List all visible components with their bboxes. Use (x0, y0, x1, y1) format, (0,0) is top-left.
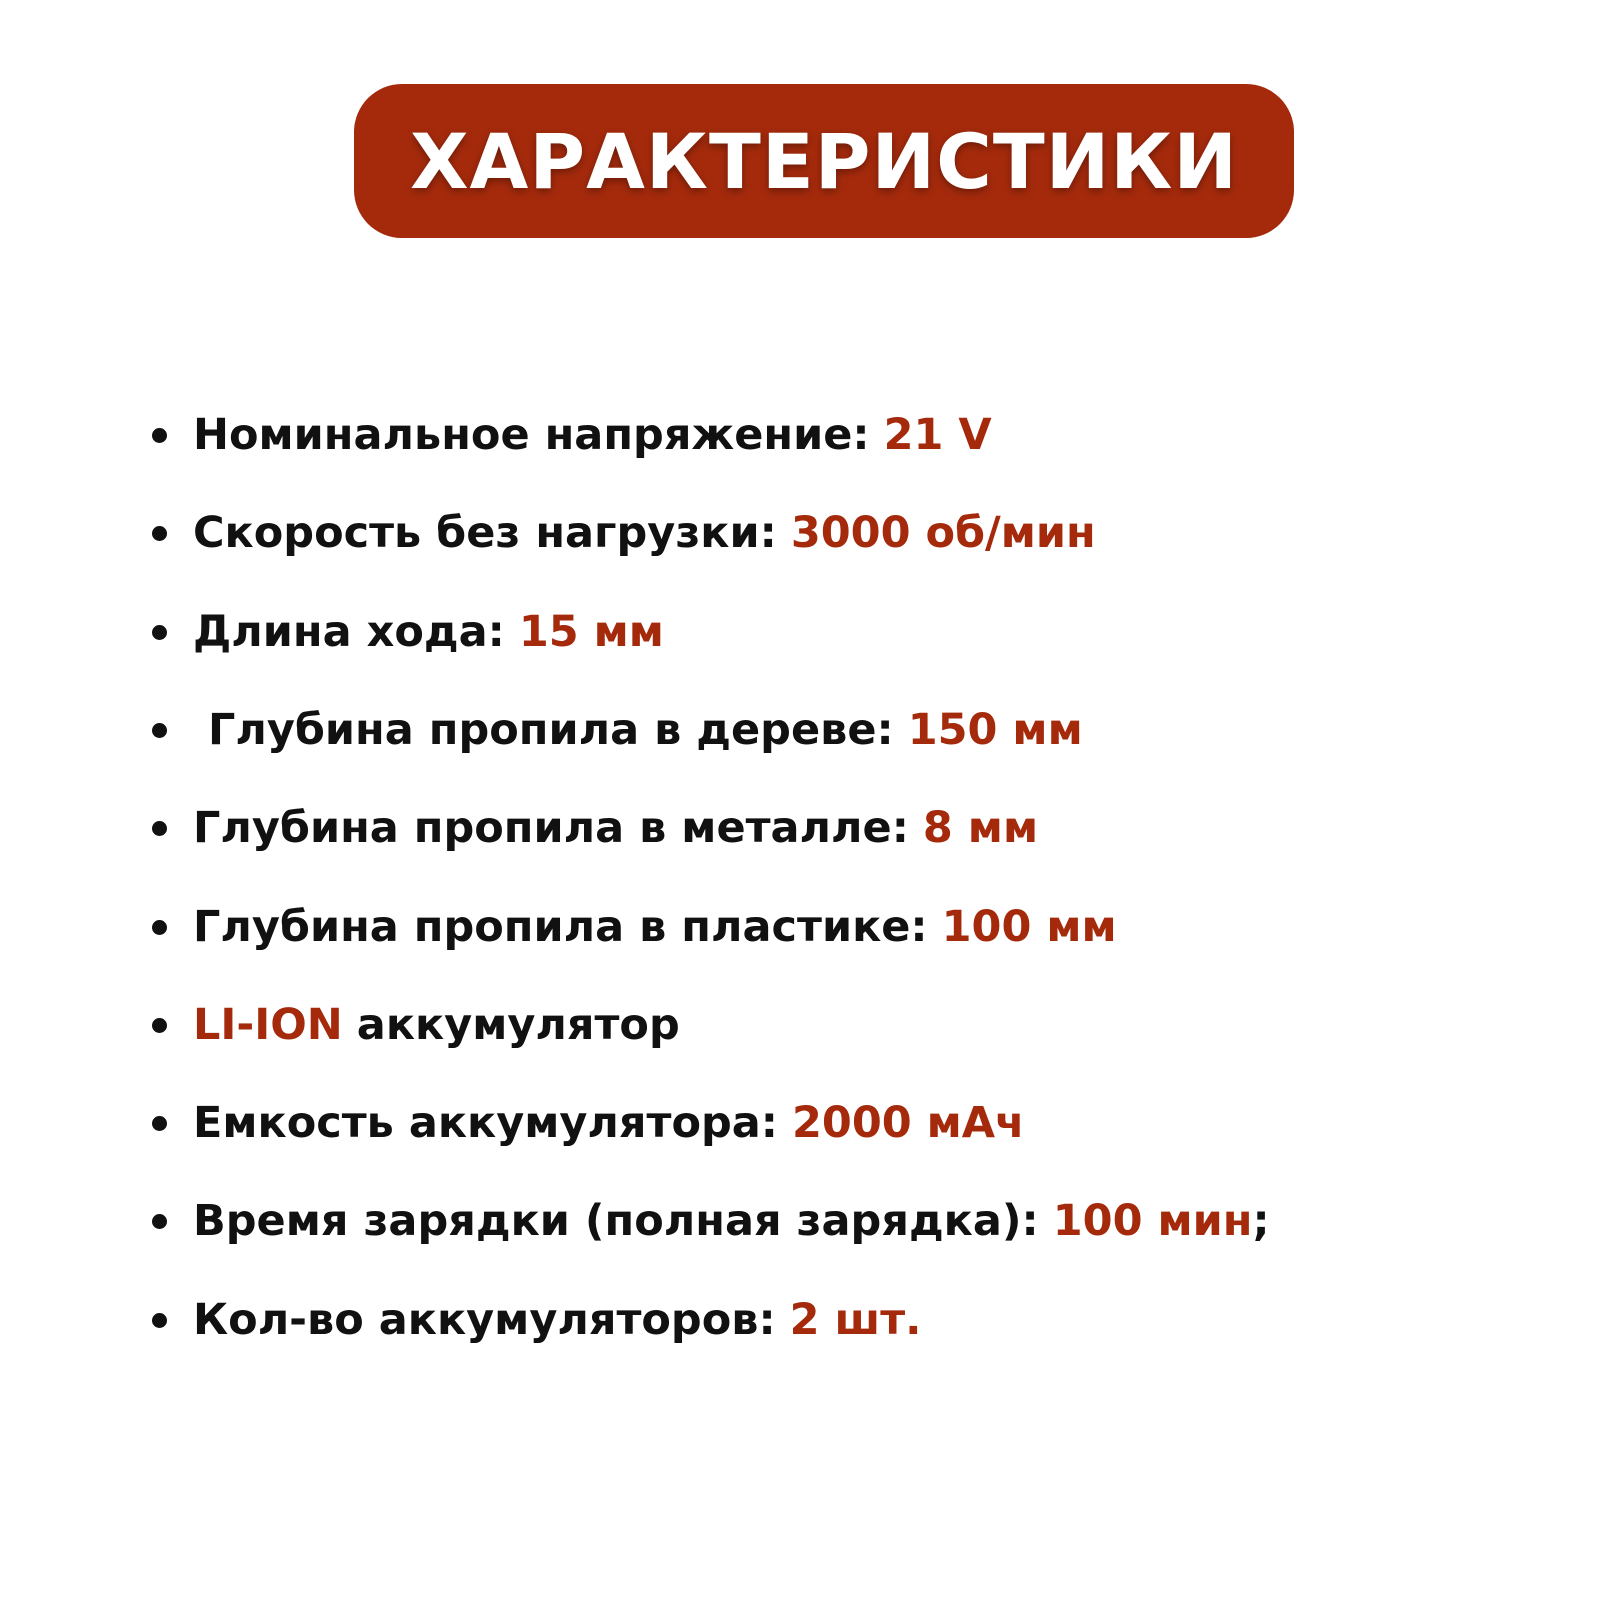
page-title: ХАРАКТЕРИСТИКИ (409, 116, 1239, 206)
spec-label: Длина хода: (193, 607, 505, 657)
spec-value: 2000 мАч (791, 1098, 1025, 1148)
spec-prefix: LI-ION (193, 1000, 343, 1050)
bullet-icon (152, 1214, 167, 1229)
spec-item-speed (152, 503, 1096, 563)
spec-label: Время зарядки (полная зарядка): (193, 1196, 1039, 1246)
spec-item-battery-type (152, 995, 680, 1055)
spec-label: аккумулятор (356, 1000, 680, 1050)
spec-label: Номинальное напряжение: (193, 410, 870, 460)
spec-label: Глубина пропила в металле: (193, 803, 909, 853)
spec-value: 8 мм (922, 803, 1039, 853)
bullet-icon (152, 526, 167, 541)
spec-item-charge-time (152, 1191, 1270, 1251)
spec-value: 100 мм (941, 902, 1117, 952)
spec-item-voltage (152, 405, 992, 465)
spec-value: 3000 об/мин (790, 508, 1096, 558)
spec-label: Скорость без нагрузки: (193, 508, 777, 558)
spec-item-plastic-depth (152, 897, 1117, 957)
spec-value: 100 мин (1052, 1196, 1253, 1246)
spec-value: 2 шт. (789, 1295, 922, 1345)
spec-item-metal-depth (152, 798, 1038, 858)
spec-label: Емкость аккумулятора: (193, 1098, 778, 1148)
spec-item-wood-depth (152, 700, 1083, 760)
spec-label: Глубина пропила в дереве: (193, 705, 894, 755)
spec-item-battery-capacity (152, 1093, 1025, 1153)
bullet-icon (152, 723, 167, 738)
bullet-icon (152, 1018, 167, 1033)
spec-item-stroke-length (152, 602, 664, 662)
spec-label: Кол-во аккумуляторов: (193, 1295, 776, 1345)
bullet-icon (152, 428, 167, 443)
bullet-icon (152, 920, 167, 935)
spec-value: 150 мм (907, 705, 1083, 755)
spec-suffix: ; (1252, 1196, 1270, 1246)
spec-value: 21 V (883, 410, 992, 460)
bullet-icon (152, 821, 167, 836)
spec-label: Глубина пропила в пластике: (193, 902, 928, 952)
spec-value: 15 мм (518, 607, 664, 657)
bullet-icon (152, 1116, 167, 1131)
bullet-icon (152, 625, 167, 640)
spec-item-battery-count (152, 1290, 921, 1350)
bullet-icon (152, 1313, 167, 1328)
